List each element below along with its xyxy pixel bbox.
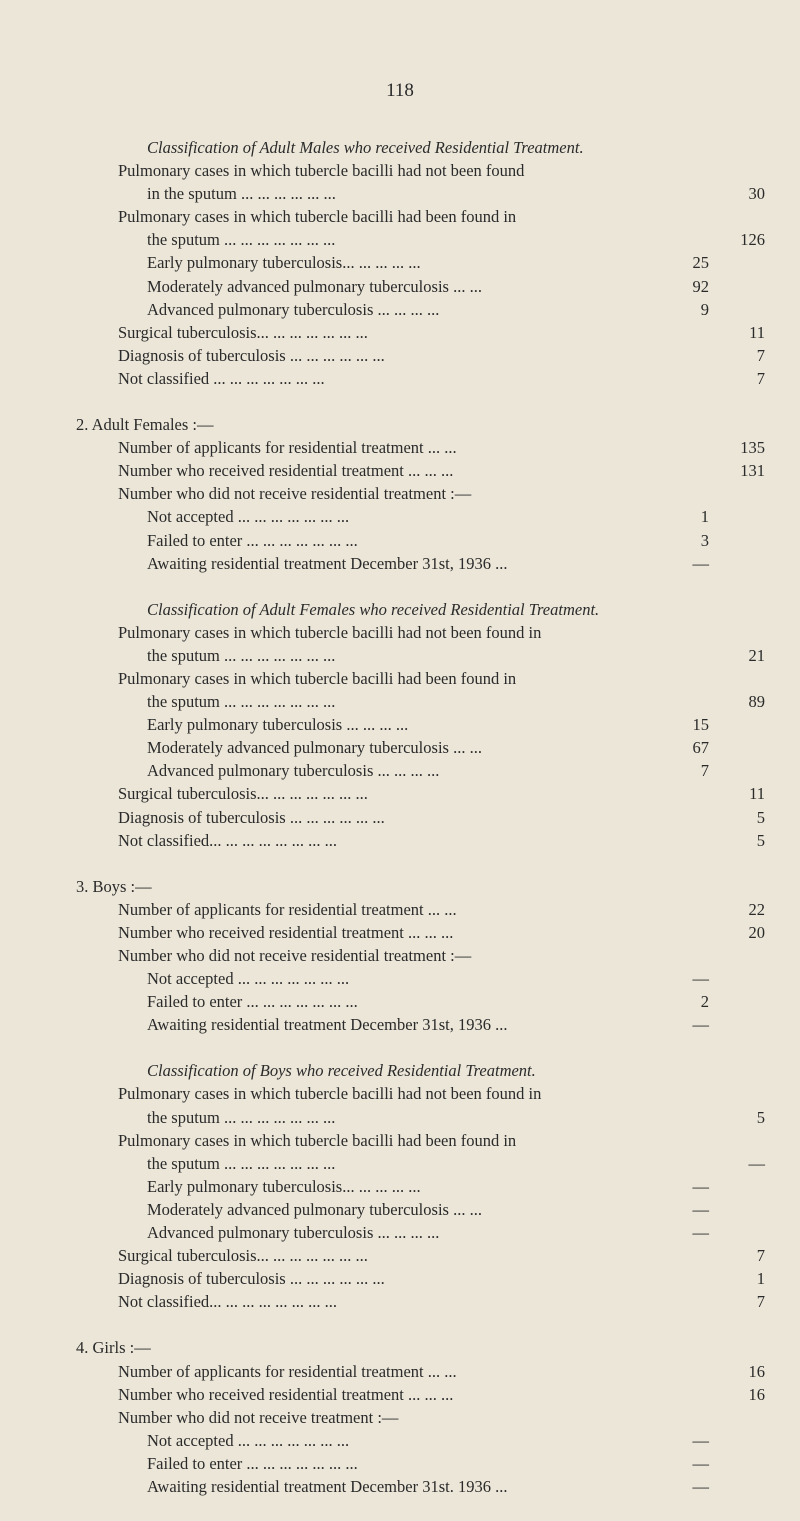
table-row: [0, 321, 800, 344]
total-value: 7: [756, 1246, 765, 1266]
row-label: Surgical tuberculosis... ... ... ... ... ... ...: [118, 1246, 368, 1266]
table-row: [0, 1221, 800, 1244]
subtotal-value: 7: [700, 761, 709, 781]
row-label: Number of applicants for residential treatment ... ...: [118, 899, 457, 919]
section-gap: [0, 852, 800, 875]
section-gap: [0, 575, 800, 598]
total-value: 20: [748, 922, 765, 942]
table-row: [0, 1244, 800, 1267]
row-label: the sputum ... ... ... ... ... ... ...: [147, 1107, 336, 1127]
row-label: Awaiting residential treatment December 31st. 1936 ...: [147, 1476, 508, 1496]
subtotal-value: —: [692, 1453, 709, 1473]
row-label: Early pulmonary tuberculosis... ... ... ... ...: [147, 253, 421, 273]
section-gap: [0, 1498, 800, 1521]
table-row: [0, 436, 800, 459]
table-row: [0, 829, 800, 852]
total-value: 7: [756, 1292, 765, 1312]
section-heading-row: [0, 875, 800, 898]
section-heading: 4. Girls :—: [76, 1338, 151, 1358]
row-label: the sputum ... ... ... ... ... ... ...: [147, 645, 336, 665]
row-label: Advanced pulmonary tuberculosis ... ... ... ...: [147, 761, 440, 781]
section-heading-row: [0, 413, 800, 436]
total-value: 11: [749, 784, 765, 804]
table-row: [0, 1129, 800, 1152]
subtotal-value: 15: [692, 715, 709, 735]
subtotal-value: 3: [700, 530, 709, 550]
total-value: 5: [756, 830, 765, 850]
total-value: 16: [748, 1361, 765, 1381]
subtotal-value: —: [692, 1223, 709, 1243]
row-label: Diagnosis of tuberculosis ... ... ... ... ... ...: [118, 345, 385, 365]
row-label: Failed to enter ... ... ... ... ... ... ...: [147, 530, 358, 550]
subtotal-value: —: [692, 553, 709, 573]
table-row: [0, 1175, 800, 1198]
table-row: [0, 1082, 800, 1105]
table-row: [0, 759, 800, 782]
total-value: 7: [756, 345, 765, 365]
table-row: [0, 1152, 800, 1175]
table-row: [0, 736, 800, 759]
row-label: Pulmonary cases in which tubercle bacilli had not been found in: [118, 622, 542, 642]
subtotal-value: —: [692, 1476, 709, 1496]
subtotal-value: —: [692, 1430, 709, 1450]
page-number: 118: [386, 80, 414, 101]
row-label: Number of applicants for residential treatment ... ...: [118, 1361, 457, 1381]
table-row: [0, 529, 800, 552]
row-label: Not accepted ... ... ... ... ... ... ...: [147, 1430, 350, 1450]
table-row: [0, 713, 800, 736]
classification-caption: Classification of Boys who received Residential Treatment.: [147, 1061, 536, 1081]
table-row: [0, 806, 800, 829]
total-value: 5: [756, 1107, 765, 1127]
total-value: 126: [740, 230, 765, 250]
table-row: [0, 344, 800, 367]
table-row: [0, 275, 800, 298]
row-label: Awaiting residential treatment December 31st, 1936 ...: [147, 553, 508, 573]
row-label: the sputum ... ... ... ... ... ... ...: [147, 230, 336, 250]
table-row: [0, 990, 800, 1013]
row-label: Not classified... ... ... ... ... ... ... ...: [118, 830, 338, 850]
row-label: Number of applicants for residential treatment ... ...: [118, 438, 457, 458]
subtotal-value: 67: [692, 738, 709, 758]
subtotal-value: 25: [692, 253, 709, 273]
table-row: [0, 251, 800, 274]
table-row: [0, 298, 800, 321]
total-value: 16: [748, 1384, 765, 1404]
row-label: Pulmonary cases in which tubercle bacilli had been found in: [118, 207, 517, 227]
total-value: 1: [756, 1269, 765, 1289]
total-value: 11: [749, 322, 765, 342]
classification-caption-row: [0, 1059, 800, 1082]
subtotal-value: 92: [692, 276, 709, 296]
subtotal-value: —: [692, 1176, 709, 1196]
table-row: [0, 1267, 800, 1290]
table-row: [0, 205, 800, 228]
table-row: [0, 367, 800, 390]
classification-caption-row: [0, 136, 800, 159]
table-row: [0, 1406, 800, 1429]
table-row: [0, 228, 800, 251]
subtotal-value: —: [692, 1015, 709, 1035]
total-value: 89: [748, 692, 765, 712]
subtotal-value: 2: [700, 992, 709, 1012]
row-label: the sputum ... ... ... ... ... ... ...: [147, 692, 336, 712]
section-heading-row: [0, 1336, 800, 1359]
table-row: [0, 1106, 800, 1129]
subtotal-value: —: [692, 969, 709, 989]
row-label: Number who did not receive residential treatment :—: [118, 946, 472, 965]
table-row: [0, 967, 800, 990]
row-label: Not accepted ... ... ... ... ... ... ...: [147, 507, 350, 527]
total-value: —: [748, 1153, 765, 1173]
section-heading: 2. Adult Females :—: [76, 415, 214, 435]
table-row: [0, 944, 800, 967]
row-label: Surgical tuberculosis... ... ... ... ... ... ...: [118, 322, 368, 342]
row-label: Failed to enter ... ... ... ... ... ... ...: [147, 992, 358, 1012]
document-body: [0, 136, 800, 1521]
total-value: 5: [756, 807, 765, 827]
table-row: [0, 667, 800, 690]
row-label: Number who received residential treatment ... ... ...: [118, 922, 454, 942]
section-gap: [0, 390, 800, 413]
table-row: [0, 782, 800, 805]
row-label: the sputum ... ... ... ... ... ... ...: [147, 1153, 336, 1173]
table-row: [0, 482, 800, 505]
total-value: 22: [748, 899, 765, 919]
row-label: Pulmonary cases in which tubercle bacilli had been found in: [118, 668, 517, 688]
row-label: Early pulmonary tuberculosis ... ... ... ...: [147, 715, 409, 735]
row-label: Moderately advanced pulmonary tuberculosis ... ...: [147, 1199, 482, 1219]
table-row: [0, 690, 800, 713]
row-label: in the sputum ... ... ... ... ... ...: [147, 184, 336, 204]
table-row: [0, 644, 800, 667]
row-label: Number who received residential treatment ... ... ...: [118, 1384, 454, 1404]
subtotal-value: 9: [700, 299, 709, 319]
table-row: [0, 1383, 800, 1406]
section-gap: [0, 1313, 800, 1336]
row-label: Early pulmonary tuberculosis... ... ... ... ...: [147, 1176, 421, 1196]
table-row: [0, 182, 800, 205]
row-label: Pulmonary cases in which tubercle bacilli had been found in: [118, 1130, 517, 1150]
row-label: Not accepted ... ... ... ... ... ... ...: [147, 969, 350, 989]
classification-caption-row: [0, 598, 800, 621]
section-heading: 3. Boys :—: [76, 876, 152, 896]
row-label: Failed to enter ... ... ... ... ... ... ...: [147, 1453, 358, 1473]
row-label: Number who did not receive residential treatment :—: [118, 484, 472, 504]
table-row: [0, 159, 800, 182]
row-label: Number who did not receive treatment :—: [118, 1407, 399, 1427]
total-value: 21: [748, 645, 765, 665]
row-label: Moderately advanced pulmonary tuberculosis ... ...: [147, 276, 482, 296]
table-row: [0, 459, 800, 482]
row-label: Number who received residential treatment ... ... ...: [118, 461, 454, 481]
table-row: [0, 1475, 800, 1498]
row-label: Awaiting residential treatment December 31st, 1936 ...: [147, 1015, 508, 1035]
table-row: [0, 552, 800, 575]
total-value: 131: [740, 461, 765, 481]
table-row: [0, 505, 800, 528]
row-label: Not classified... ... ... ... ... ... ... ...: [118, 1292, 338, 1312]
row-label: Surgical tuberculosis... ... ... ... ... ... ...: [118, 784, 368, 804]
table-row: [0, 621, 800, 644]
row-label: Diagnosis of tuberculosis ... ... ... ... ... ...: [118, 1269, 385, 1289]
total-value: 30: [748, 184, 765, 204]
table-row: [0, 1013, 800, 1036]
row-label: Moderately advanced pulmonary tuberculosis ... ...: [147, 738, 482, 758]
row-label: Pulmonary cases in which tubercle bacilli had not been found: [118, 161, 525, 181]
table-row: [0, 1429, 800, 1452]
total-value: 135: [740, 438, 765, 458]
total-value: 7: [756, 368, 765, 388]
section-gap: [0, 1036, 800, 1059]
classification-caption: Classification of Adult Males who received Residential Treatment.: [147, 138, 584, 157]
subtotal-value: 1: [700, 507, 709, 527]
table-row: [0, 1290, 800, 1313]
table-row: [0, 898, 800, 921]
table-row: [0, 1452, 800, 1475]
row-label: Diagnosis of tuberculosis ... ... ... ... ... ...: [118, 807, 385, 827]
table-row: [0, 1198, 800, 1221]
row-label: Advanced pulmonary tuberculosis ... ... ... ...: [147, 1223, 440, 1243]
classification-caption: Classification of Adult Females who received Residential Treatment.: [147, 599, 600, 619]
table-row: [0, 1360, 800, 1383]
row-label: Advanced pulmonary tuberculosis ... ... ... ...: [147, 299, 440, 319]
row-label: Pulmonary cases in which tubercle bacilli had not been found in: [118, 1084, 542, 1104]
subtotal-value: —: [692, 1199, 709, 1219]
row-label: Not classified ... ... ... ... ... ... ...: [118, 368, 325, 388]
table-row: [0, 921, 800, 944]
